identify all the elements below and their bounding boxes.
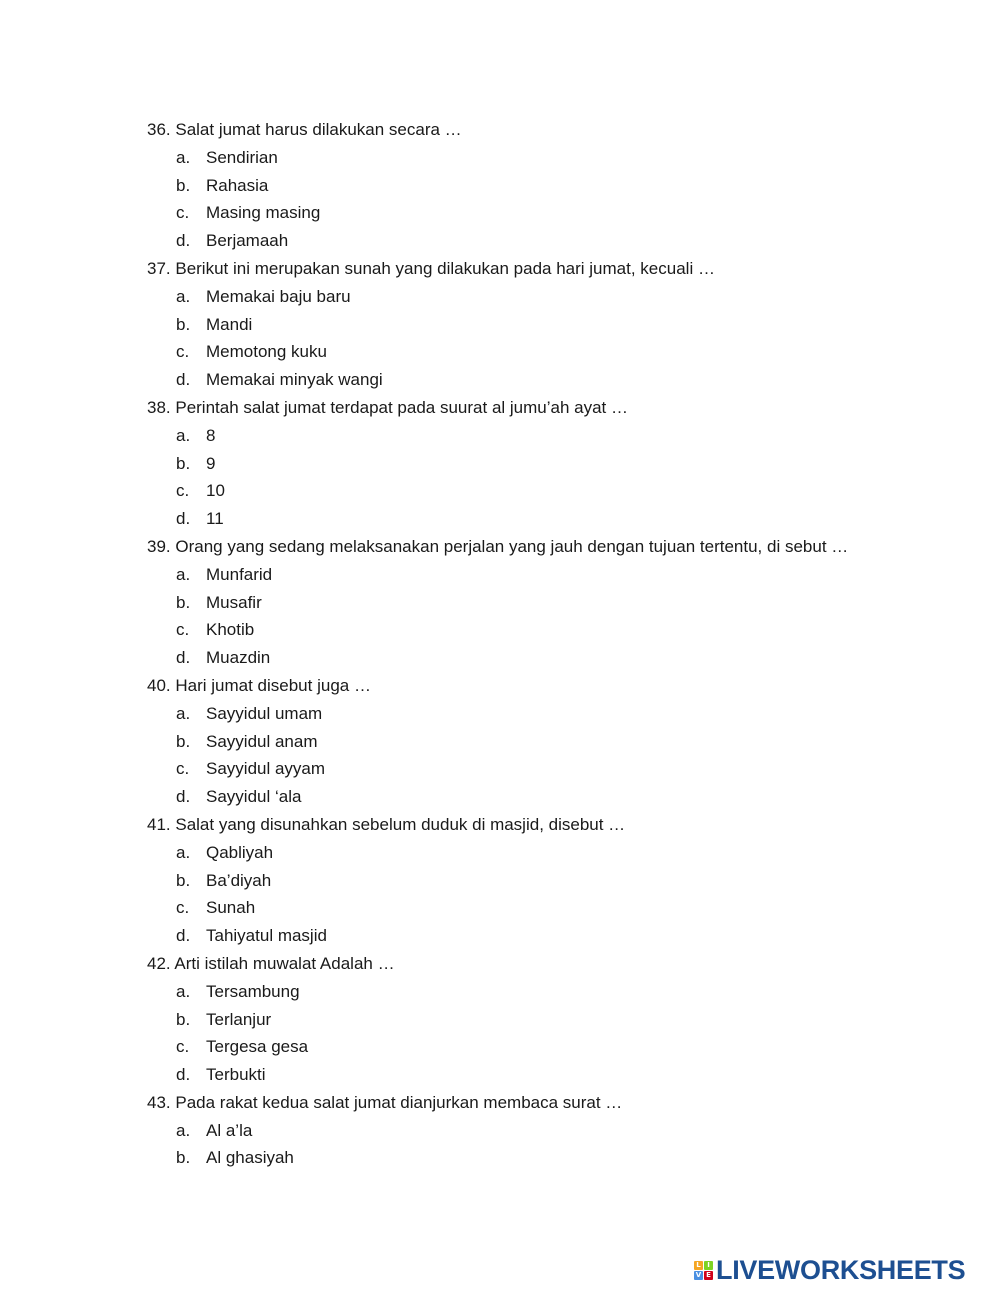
liveworksheets-logo-icon <box>694 1261 713 1280</box>
answer-option[interactable] <box>147 978 927 1006</box>
option-letter: a. <box>176 564 191 584</box>
answer-option[interactable] <box>147 422 927 450</box>
question-text: 39. Orang yang sedang melaksanakan perjalan yang jauh dengan tujuan tertentu, di sebut … <box>147 536 849 556</box>
option-letter: a. <box>176 703 191 723</box>
logo-tile: L <box>694 1261 703 1270</box>
option-text: Sunah <box>206 898 256 918</box>
option-text: Sendirian <box>206 147 278 167</box>
answer-option[interactable] <box>147 450 927 478</box>
answer-option[interactable] <box>147 172 927 200</box>
option-letter: b. <box>176 175 191 195</box>
option-letter: c. <box>176 759 190 779</box>
answer-option[interactable] <box>147 1144 927 1172</box>
option-text: Sayyidul umam <box>206 703 323 723</box>
question-42 <box>147 950 927 978</box>
question-text: 38. Perintah salat jumat terdapat pada suurat al jumu’ah ayat … <box>147 397 629 417</box>
question-list <box>147 116 927 1172</box>
option-letter: b. <box>176 731 191 751</box>
liveworksheets-watermark <box>694 1256 965 1284</box>
question-39 <box>147 533 927 561</box>
logo-tile: E <box>704 1271 713 1280</box>
option-letter: d. <box>176 926 191 946</box>
option-text: Terlanjur <box>206 1009 272 1029</box>
answer-option[interactable] <box>147 477 927 505</box>
option-text: Al a’la <box>206 1120 253 1140</box>
option-text: Sayyidul ‘ala <box>206 787 302 807</box>
answer-option[interactable] <box>147 728 927 756</box>
question-37 <box>147 255 927 283</box>
answer-option[interactable] <box>147 1006 927 1034</box>
answer-option[interactable] <box>147 894 927 922</box>
answer-option[interactable] <box>147 311 927 339</box>
option-letter: c. <box>176 203 190 223</box>
answer-option[interactable] <box>147 644 927 672</box>
option-letter: b. <box>176 1148 191 1168</box>
option-text: Rahasia <box>206 175 269 195</box>
option-letter: b. <box>176 870 191 890</box>
option-text: Tersambung <box>206 981 300 1001</box>
answer-option[interactable] <box>147 144 927 172</box>
answer-option[interactable] <box>147 1117 927 1145</box>
answer-option[interactable] <box>147 1033 927 1061</box>
option-text: 8 <box>206 425 216 445</box>
answer-option[interactable] <box>147 783 927 811</box>
option-text: Terbukti <box>206 1065 266 1085</box>
question-text: 41. Salat yang disunahkan sebelum duduk di masjid, disebut … <box>147 814 626 834</box>
option-letter: b. <box>176 453 191 473</box>
option-text: Al ghasiyah <box>206 1148 294 1168</box>
question-text: 42. Arti istilah muwalat Adalah … <box>147 953 395 973</box>
option-letter: d. <box>176 231 191 251</box>
option-text: 11 <box>206 509 224 529</box>
option-text: Muazdin <box>206 648 271 668</box>
option-text: Berjamaah <box>206 231 289 251</box>
option-letter: a. <box>176 425 191 445</box>
answer-option[interactable] <box>147 867 927 895</box>
answer-option[interactable] <box>147 283 927 311</box>
question-text: 43. Pada rakat kedua salat jumat dianjurkan membaca surat … <box>147 1092 623 1112</box>
option-text: Sayyidul ayyam <box>206 759 326 779</box>
option-text: Ba’diyah <box>206 870 272 890</box>
option-letter: b. <box>176 592 191 612</box>
question-40 <box>147 672 927 700</box>
question-38 <box>147 394 927 422</box>
option-text: Tahiyatul masjid <box>206 926 327 946</box>
option-letter: d. <box>176 787 191 807</box>
option-letter: c. <box>176 898 190 918</box>
option-letter: c. <box>176 620 190 640</box>
option-text: Qabliyah <box>206 842 274 862</box>
option-letter: a. <box>176 981 191 1001</box>
answer-option[interactable] <box>147 199 927 227</box>
option-text: Munfarid <box>206 564 273 584</box>
option-text: Musafir <box>206 592 262 612</box>
answer-option[interactable] <box>147 922 927 950</box>
option-letter: c. <box>176 481 190 501</box>
option-text: 10 <box>206 481 225 501</box>
option-letter: d. <box>176 1065 191 1085</box>
question-text: 37. Berikut ini merupakan sunah yang dilakukan pada hari jumat, kecuali … <box>147 258 715 278</box>
answer-option[interactable] <box>147 1061 927 1089</box>
option-letter: a. <box>176 286 191 306</box>
option-text: Mandi <box>206 314 253 334</box>
answer-option[interactable] <box>147 227 927 255</box>
logo-tile: I <box>704 1261 713 1270</box>
question-text: 36. Salat jumat harus dilakukan secara … <box>147 120 462 139</box>
answer-option[interactable] <box>147 755 927 783</box>
answer-option[interactable] <box>147 338 927 366</box>
option-text: Masing masing <box>206 203 321 223</box>
option-letter: a. <box>176 842 191 862</box>
option-text: Tergesa gesa <box>206 1037 309 1057</box>
answer-option[interactable] <box>147 366 927 394</box>
option-letter: d. <box>176 370 191 390</box>
answer-option[interactable] <box>147 505 927 533</box>
option-letter: a. <box>176 1120 191 1140</box>
answer-option[interactable] <box>147 561 927 589</box>
option-text: Memotong kuku <box>206 342 327 362</box>
answer-option[interactable] <box>147 616 927 644</box>
answer-option[interactable] <box>147 700 927 728</box>
brand-name: LIVEWORKSHEETS <box>716 1254 966 1285</box>
question-text: 40. Hari jumat disebut juga … <box>147 675 371 695</box>
question-43 <box>147 1089 927 1117</box>
answer-option[interactable] <box>147 589 927 617</box>
question-36 <box>147 116 927 144</box>
option-letter: c. <box>176 342 190 362</box>
option-text: Sayyidul anam <box>206 731 318 751</box>
option-text: Memakai baju baru <box>206 286 351 306</box>
option-letter: b. <box>176 314 191 334</box>
option-text: 9 <box>206 453 216 473</box>
option-letter: a. <box>176 147 191 167</box>
answer-option[interactable] <box>147 839 927 867</box>
option-letter: d. <box>176 648 191 668</box>
question-41 <box>147 811 927 839</box>
option-letter: c. <box>176 1037 190 1057</box>
option-letter: d. <box>176 509 191 529</box>
option-text: Memakai minyak wangi <box>206 370 383 390</box>
option-text: Khotib <box>206 620 255 640</box>
logo-tile: V <box>695 1270 702 1279</box>
option-letter: b. <box>176 1009 191 1029</box>
